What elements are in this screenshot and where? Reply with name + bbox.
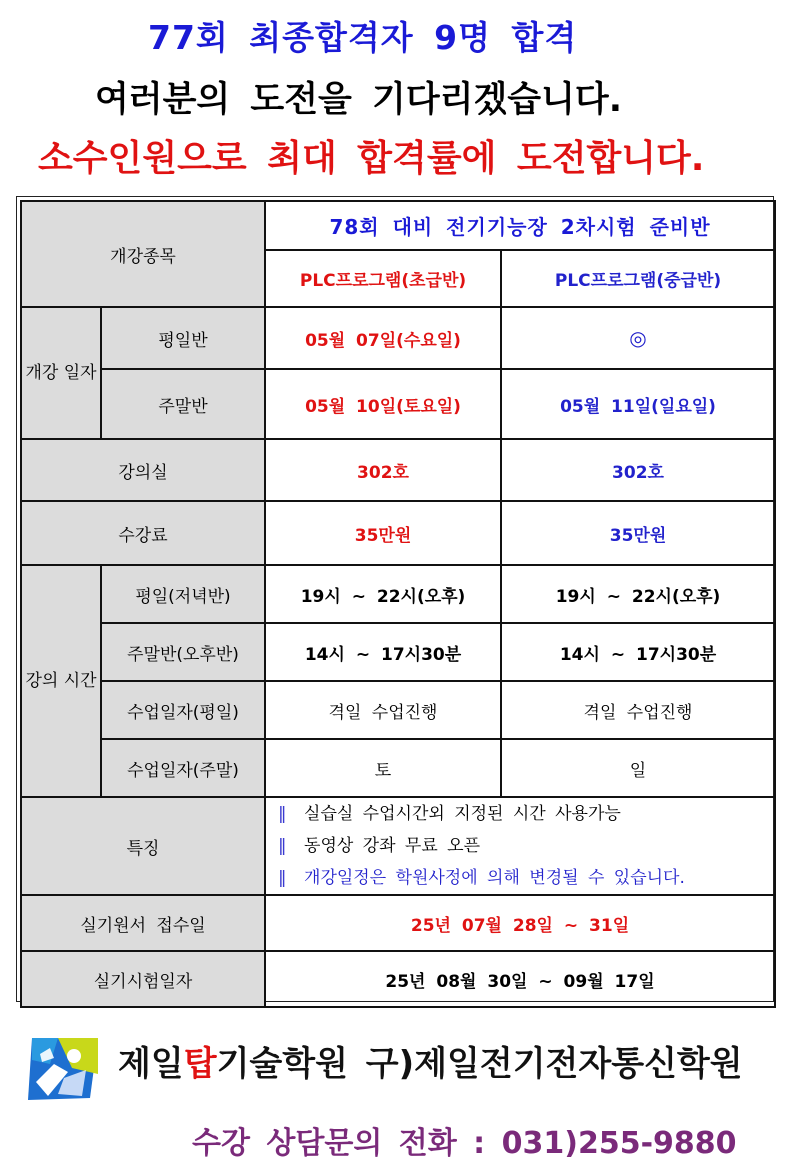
feature-item: ‖ 동영상 강좌 무료 오픈 [278,830,774,862]
col2-header: PLC프로그램(중급반) [501,250,775,307]
exam-value: 25년 08월 30일 ~ 09월 17일 [265,951,775,1007]
feature-item: ‖ 개강일정은 학원사정에 의해 변경될 수 있습니다. [278,862,774,894]
course-label: 개강종목 [21,201,265,307]
academy-highlight: 탑 [183,1044,217,1084]
col1-header: PLC프로그램(초급반) [265,250,501,307]
class-weekday-col2: 격일 수업진행 [501,681,775,739]
program-title: 78회 대비 전기기능장 2차시험 준비반 [265,201,775,250]
academy-name: 제일탑기술학원 구)제일전기전자통신학원 [118,1044,743,1084]
time-weekend-col1: 14시 ~ 17시30분 [265,623,501,681]
bullet-icon: ‖ [278,804,287,824]
feature-item: ‖ 실습실 수업시간외 지정된 시간 사용가능 [278,798,774,830]
weekday-col1: 05월 07일(수요일) [265,307,501,369]
room-col1: 302호 [265,439,501,501]
open-date-label: 개강 일자 [21,307,101,439]
course-schedule-table [20,200,776,1008]
exam-label: 실기시험일자 [21,951,265,1007]
fee-col1: 35만원 [265,501,501,565]
application-label: 실기원서 접수일 [21,895,265,951]
bullet-icon: ‖ [278,868,287,888]
time-weekend-label: 주말반(오후반) [101,623,265,681]
application-value: 25년 07월 28일 ~ 31일 [265,895,775,951]
class-weekend-col1: 토 [265,739,501,797]
features-list [265,797,775,895]
lecture-time-label: 강의 시간 [21,565,101,797]
time-weekday-col1: 19시 ~ 22시(오후) [265,565,501,623]
room-label: 강의실 [21,439,265,501]
features-label: 특징 [21,797,265,895]
headline-slogan: 소수인원으로 최대 합격률에 도전합니다. [38,138,705,179]
bullet-icon: ‖ [278,836,287,856]
class-weekday-label: 수업일자(평일) [101,681,265,739]
time-weekend-col2: 14시 ~ 17시30분 [501,623,775,681]
class-weekend-label: 수업일자(주말) [101,739,265,797]
academy-logo-icon [28,1034,102,1104]
weekend-label: 주말반 [101,369,265,439]
weekend-col1: 05월 10일(토요일) [265,369,501,439]
time-weekday-label: 평일(저녁반) [101,565,265,623]
time-weekday-col2: 19시 ~ 22시(오후) [501,565,775,623]
headline-pass-count: 77회 최종합격자 9명 합격 [148,18,578,57]
weekday-col2: ◎ [501,307,775,369]
class-weekday-col1: 격일 수업진행 [265,681,501,739]
class-weekend-col2: 일 [501,739,775,797]
contact-phone[interactable]: 수강 상담문의 전화 : 031)255-9880 [192,1126,737,1161]
headline-invitation: 여러분의 도전을 기다리겠습니다. [95,80,623,120]
fee-col2: 35만원 [501,501,775,565]
weekday-label: 평일반 [101,307,265,369]
room-col2: 302호 [501,439,775,501]
fee-label: 수강료 [21,501,265,565]
weekend-col2: 05월 11일(일요일) [501,369,775,439]
